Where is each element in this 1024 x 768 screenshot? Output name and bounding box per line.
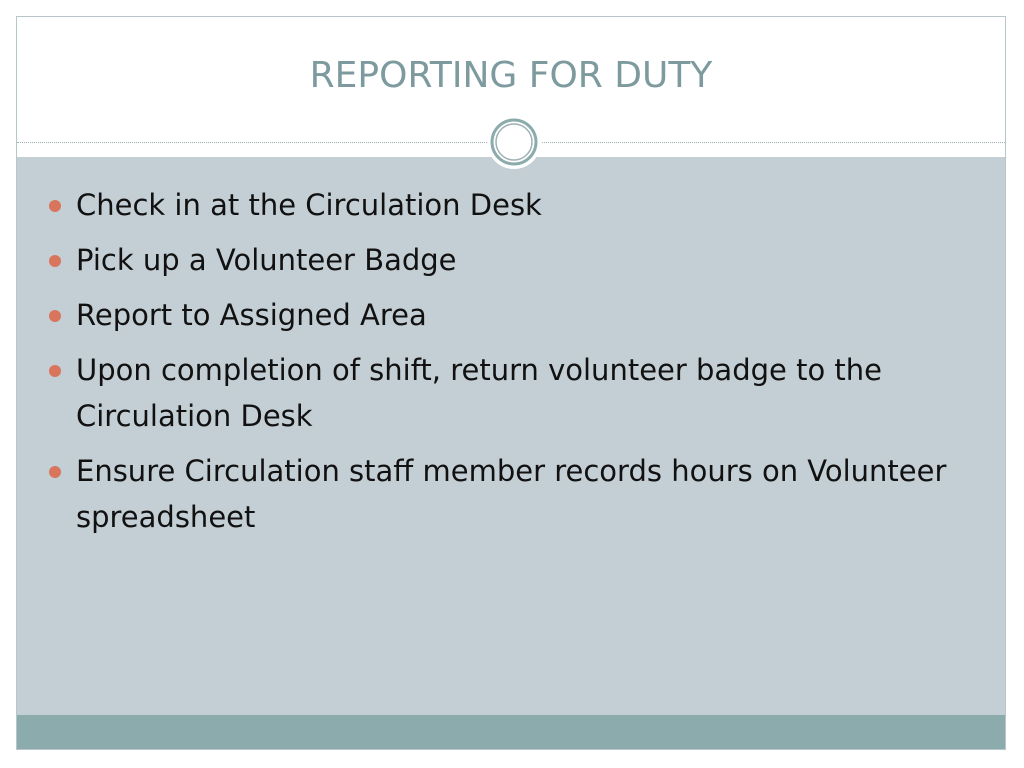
- bullet-item: [49, 182, 969, 228]
- slide-title: REPORTING FOR DUTY: [309, 55, 713, 96]
- circle-ornament-icon: [486, 114, 542, 170]
- bullet-list: [49, 182, 969, 549]
- footer-band: [17, 715, 1005, 750]
- bullet-text: Upon completion of shift, return volunteer badge to the Circulation Desk: [76, 353, 882, 433]
- bullet-item: [49, 347, 969, 439]
- bullet-text: Report to Assigned Area: [76, 298, 427, 332]
- bullet-dot-icon: [49, 255, 61, 267]
- bullet-text: Pick up a Volunteer Badge: [76, 243, 457, 277]
- bullet-dot-icon: [49, 365, 61, 377]
- bullet-item: [49, 292, 969, 338]
- bullet-text: Ensure Circulation staff member records hours on Volunteer spreadsheet: [76, 454, 947, 534]
- bullet-item: [49, 448, 969, 540]
- bullet-dot-icon: [49, 466, 61, 478]
- bullet-dot-icon: [49, 200, 61, 212]
- bullet-text: Check in at the Circulation Desk: [76, 188, 542, 222]
- slide: [16, 16, 1006, 750]
- bullet-item: [49, 237, 969, 283]
- bullet-dot-icon: [49, 310, 61, 322]
